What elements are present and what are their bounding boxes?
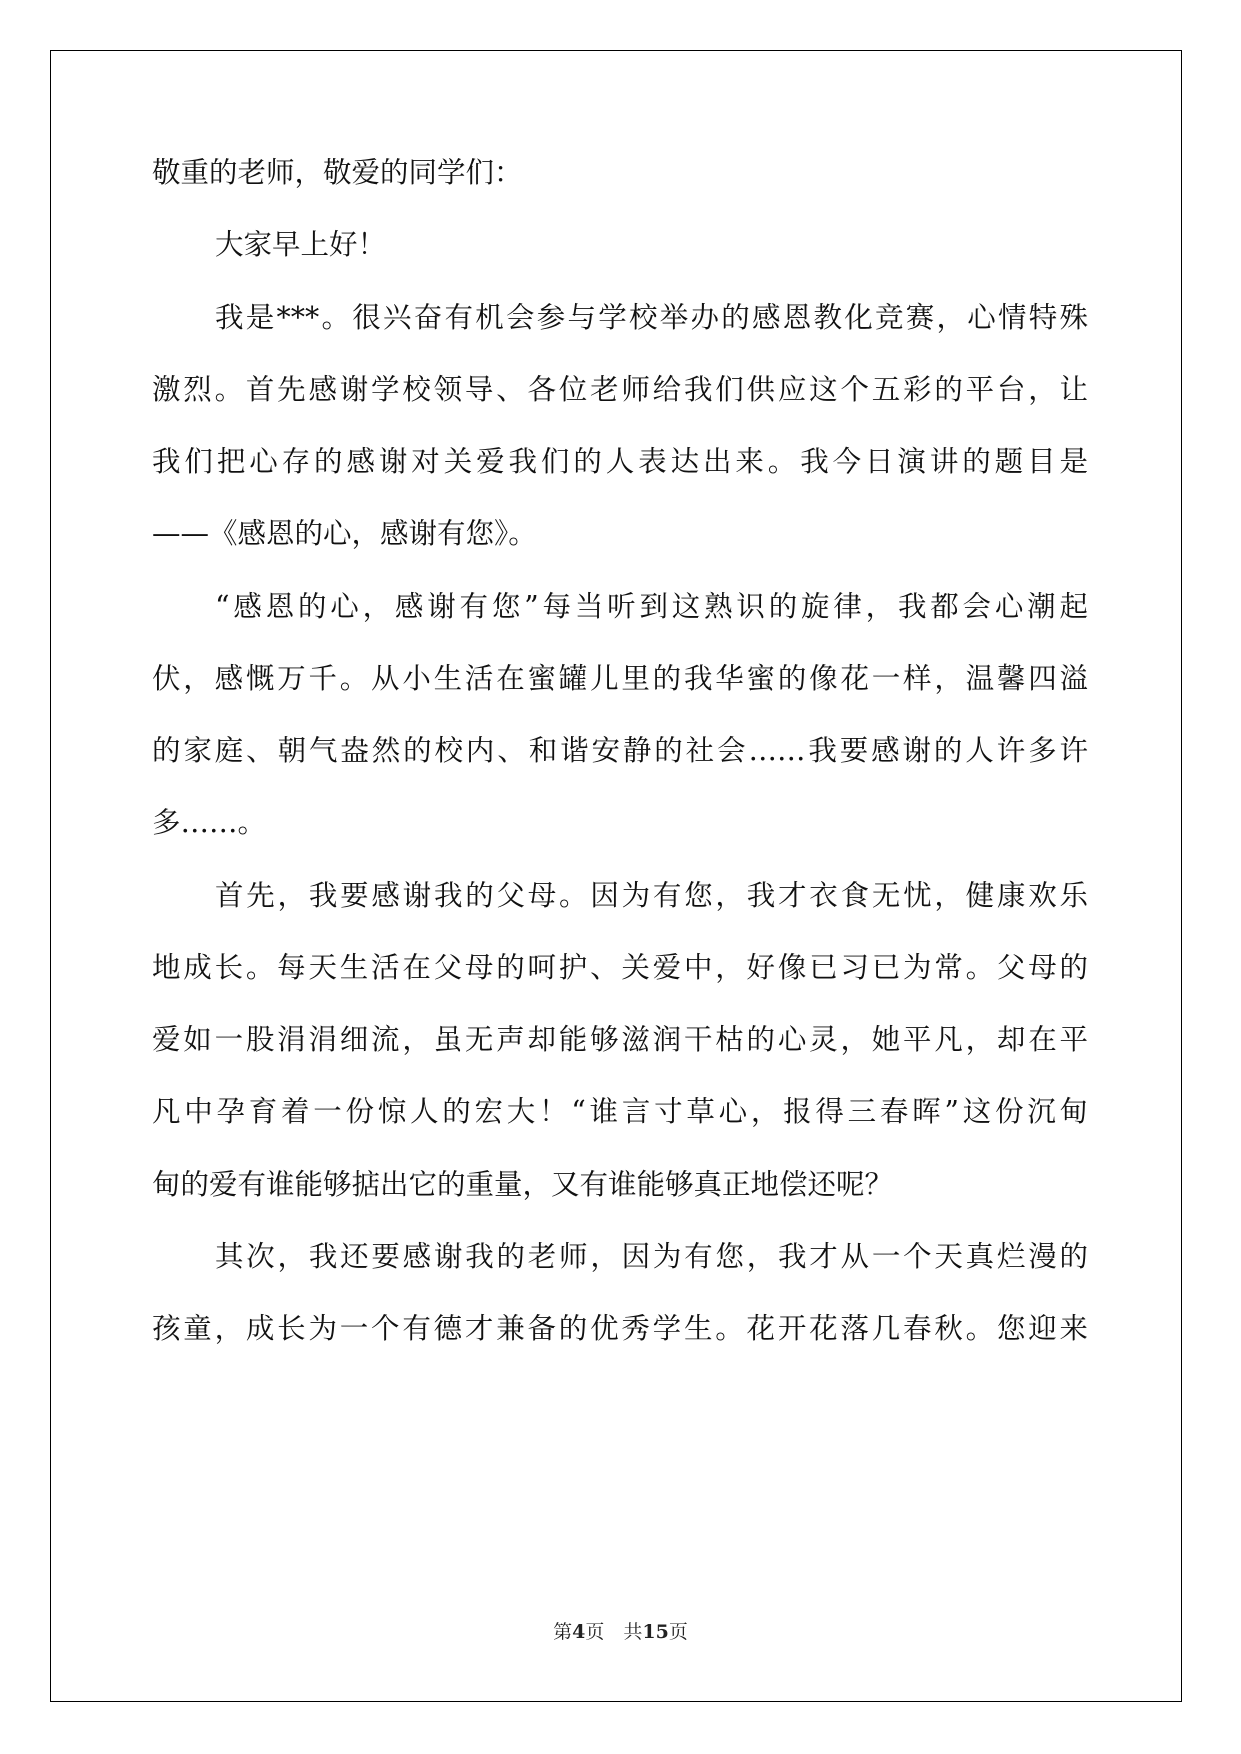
page-prefix: 第: [553, 1621, 573, 1643]
paragraph-line: ——《感恩的心，感谢有您》。: [152, 517, 537, 550]
paragraph-line: 孩童，成长为一个有德才兼备的优秀学生。花开花落几春秋。您迎来: [152, 1312, 1088, 1345]
paragraph-line: 我们把心存的感谢对关爱我们的人表达出来。我今日演讲的题目是: [152, 445, 1088, 478]
page-number: 4: [572, 1621, 586, 1643]
paragraph-line: “感恩的心，感谢有您”每当听到这熟识的旋律，我都会心潮起: [215, 590, 1088, 623]
paragraph-line: 的家庭、朝气盎然的校内、和谐安静的社会……我要感谢的人许多许: [152, 734, 1088, 767]
page-total: 15: [642, 1621, 669, 1643]
salutation-line: 敬重的老师，敬爱的同学们：: [152, 156, 523, 189]
paragraph-line: 凡中孕育着一份惊人的宏大！“谁言寸草心，报得三春晖”这份沉甸: [152, 1095, 1088, 1128]
paragraph-line: 我是***。很兴奋有机会参与学校举办的感恩教化竞赛，心情特殊: [215, 301, 1088, 334]
paragraph-line: 首先，我要感谢我的父母。因为有您，我才衣食无忧，健康欢乐: [215, 879, 1088, 912]
paragraph-line: 其次，我还要感谢我的老师，因为有您，我才从一个天真烂漫的: [215, 1240, 1088, 1273]
page-suffix: 页: [668, 1621, 688, 1643]
paragraph-line: 地成长。每天生活在父母的呵护、关爱中，好像已习已为常。父母的: [152, 951, 1088, 984]
paragraph-line: 甸的爱有谁能够掂出它的重量，又有谁能够真正地偿还呢？: [152, 1168, 894, 1201]
paragraph-line: 爱如一股涓涓细流，虽无声却能够滋润干枯的心灵，她平凡，却在平: [152, 1023, 1088, 1056]
paragraph-line: 伏，感慨万千。从小生活在蜜罐儿里的我华蜜的像花一样，温馨四溢: [152, 662, 1088, 695]
greeting-line: 大家早上好！: [215, 228, 387, 261]
paragraph-line: 激烈。首先感谢学校领导、各位老师给我们供应这个五彩的平台，让: [152, 373, 1088, 406]
page-footer: [0, 1620, 1241, 1644]
paragraph-line: 多……。: [152, 806, 267, 839]
page-mid: 页 共: [585, 1621, 643, 1643]
